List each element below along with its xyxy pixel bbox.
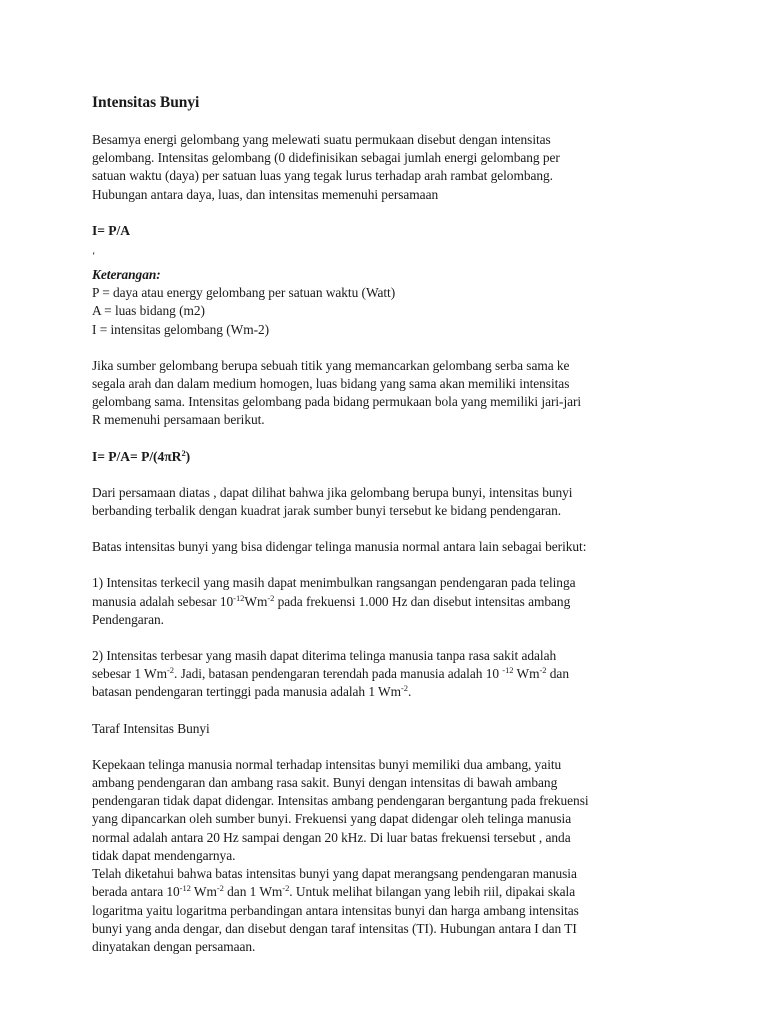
formula-main: I= P/A= P/(4πR bbox=[92, 448, 182, 464]
text-line: segala arah dan dalam medium homogen, luas bidang yang sama akan memiliki intensitas bbox=[92, 376, 570, 392]
formula-exponent: 2 bbox=[181, 447, 186, 458]
text-line: sebesar 1 $Wm^{-2}$. Jadi, batasan pendengaran terendah pada manusia adalah 10 $^{-12}$ $Wm^{-2}$ dan bbox=[92, 665, 569, 682]
text-line: 2) Intensitas terbesar yang masih dapat diterima telinga manusia tanpa rasa sakit adalah bbox=[92, 648, 557, 664]
highest-limit-item bbox=[92, 647, 692, 702]
text-line: bunyi yang anda dengar, dan disebut dengan taraf intensitas (TI). Hubungan antara I dan TI bbox=[92, 920, 577, 936]
text-line: berada antara $10^{-12}$ $Wm^{-2}$ dan 1 $Wm^{-2}$. Untuk melihat bilangan yang lebih riil, dipakai skala bbox=[92, 883, 576, 900]
keterangan-line: P = daya atau energy gelombang per satuan waktu (Watt) bbox=[92, 285, 396, 301]
text-line: 1) Intensitas terkecil yang masih dapat menimbulkan rangsangan pendengaran pada telinga bbox=[92, 575, 576, 591]
text-line: Telah diketahui bahwa batas intensitas bunyi yang dapat merangsang pendengaran manusia bbox=[92, 866, 577, 882]
document-page bbox=[92, 93, 692, 956]
stray-mark: ‘ bbox=[92, 251, 96, 263]
text-line: Hubungan antara daya, luas, dan intensitas memenuhi persamaan bbox=[92, 186, 439, 202]
text-line: dinyatakan dengan persamaan. bbox=[92, 938, 256, 954]
text-line: logaritma yaitu logaritma perbandingan antara intensitas bunyi dan harga ambang intensitas bbox=[92, 902, 579, 918]
keterangan-line: A = luas bidang (m2) bbox=[92, 303, 205, 319]
text-line: Pendengaran. bbox=[92, 611, 164, 627]
text-line: R memenuhi persamaan berikut. bbox=[92, 412, 265, 428]
section-subheading: Taraf Intensitas Bunyi bbox=[92, 720, 210, 736]
keterangan-line: I = intensitas gelombang (Wm-2) bbox=[92, 321, 270, 337]
keterangan-block bbox=[92, 266, 692, 339]
log-scale-paragraph bbox=[92, 865, 692, 956]
limits-intro: Batas intensitas bunyi yang bisa didengar telinga manusia normal antara lain sebagai berikut: bbox=[92, 539, 587, 555]
text-line: gelombang sama. Intensitas gelombang pada bidang permukaan bola yang memiliki jari-jari bbox=[92, 394, 582, 410]
text-line: gelombang. Intensitas gelombang (0 didefinisikan sebagai jumlah energi gelombang per bbox=[92, 150, 560, 166]
formula-sphere bbox=[92, 448, 692, 466]
inverse-square-paragraph bbox=[92, 484, 692, 520]
text-line: manusia adalah sebesar $10^{-12}Wm^{-2}$ pada frekuensi 1.000 Hz dan disebut intensitas ambang bbox=[92, 592, 571, 609]
keterangan-heading: Keterangan: bbox=[92, 267, 161, 283]
text-line: satuan waktu (daya) per satuan luas yang tegak lurus terhadap arah rambat gelombang. bbox=[92, 168, 553, 184]
text-line: yang dipancarkan oleh sumber bunyi. Frekuensi yang dapat didengar oleh telinga manusia bbox=[92, 811, 572, 827]
text-line: normal adalah antara 20 Hz sampai dengan 20 kHz. Di luar batas frekuensi tersebut , anda bbox=[92, 829, 571, 845]
sensitivity-paragraph bbox=[92, 756, 692, 865]
intro-paragraph bbox=[92, 131, 692, 204]
text-line: Besamya energi gelombang yang melewati suatu permukaan disebut dengan intensitas bbox=[92, 132, 551, 147]
text-line: pendengaran tidak dapat didengar. Intensitas ambang pendengaran bergantung pada frekuensi bbox=[92, 793, 589, 809]
point-source-paragraph bbox=[92, 357, 692, 430]
page-title: Intensitas Bunyi bbox=[92, 94, 200, 111]
text-line: Jika sumber gelombang berupa sebuah titik yang memancarkan gelombang serba sama ke bbox=[92, 357, 570, 373]
text-line: Kepekaan telinga manusia normal terhadap intensitas bunyi memiliki dua ambang, yaitu bbox=[92, 756, 562, 772]
text-line: berbanding terbalik dengan kuadrat jarak sumber bunyi tersebut ke bidang pendengaran. bbox=[92, 503, 562, 519]
text-line: tidak dapat mendengarnya. bbox=[92, 847, 236, 863]
text-line: Dari persamaan diatas , dapat dilihat bahwa jika gelombang berupa bunyi, intensitas bunyi bbox=[92, 484, 573, 500]
lowest-limit-item bbox=[92, 574, 692, 629]
text-line: ambang pendengaran dan ambang rasa sakit. Bunyi dengan intensitas di bawah ambang bbox=[92, 775, 558, 791]
text-line: batasan pendengaran tertinggi pada manusia adalah 1 $Wm^{-2}$. bbox=[92, 683, 412, 700]
formula-intensity: I= P/A bbox=[92, 222, 131, 238]
formula-close: ) bbox=[185, 448, 191, 464]
